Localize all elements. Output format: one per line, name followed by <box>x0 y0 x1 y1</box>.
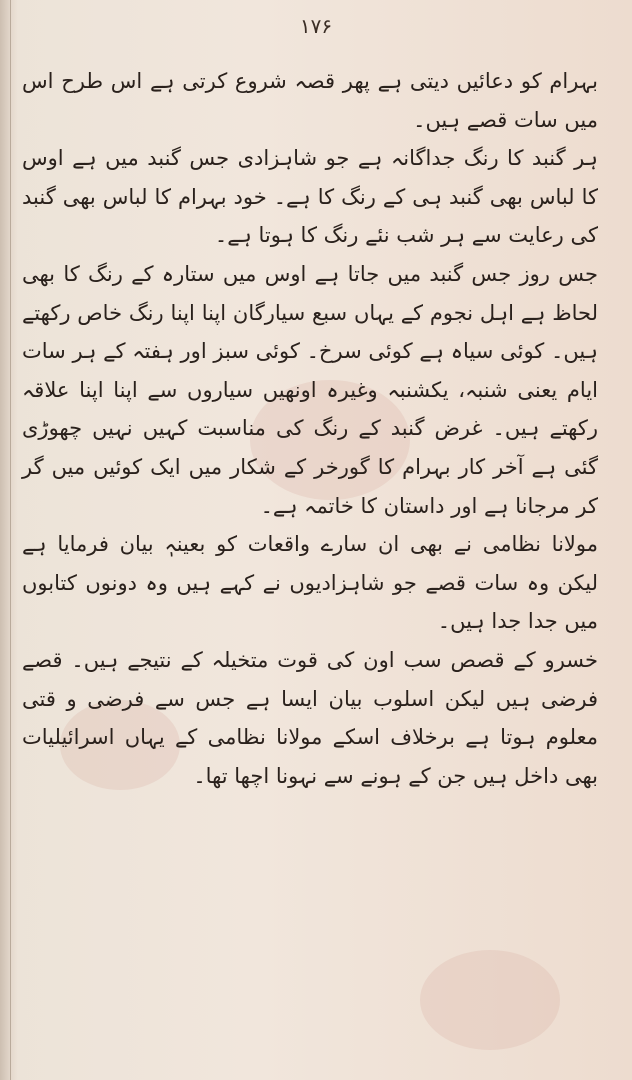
paragraph-2: ہر گنبد کا رنگ جداگانہ ہے جو شاہزادی جس گنبد میں ہے اوس کا لباس بھی گنبد ہی کے رنگ کا ہے۔ خود بہرام کا لباس بھی گنبد کی رعایت سے ہر شب نئے رنگ کا ہوتا ہے۔ <box>22 146 598 248</box>
page-number: ۱۷۶ <box>299 14 333 38</box>
page-spine <box>0 0 18 1080</box>
urdu-text-body <box>22 62 602 1062</box>
paragraph-5: خسرو کے قصص سب اون کی قوت متخیلہ کے نتیجے ہیں۔ قصے فرضی ہیں لیکن اسلوب بیان ایسا ہے جس سے فرضی و قتی معلوم ہوتا ہے برخلاف اسکے مولانا نظامی کے یہاں اسرائیلیات بھی داخل ہیں جن کے ہونے سے نہونا اچھا تھا۔ <box>22 647 598 788</box>
paragraph-4: مولانا نظامی نے بھی ان سارے واقعات کو بعینہٖ بیان فرمایا ہے لیکن وہ سات قصے جو شاہزادیوں نے کہے ہیں وہ دونوں کتابوں میں جدا جدا ہیں۔ <box>22 532 598 634</box>
spine-fold-line <box>10 0 11 1080</box>
paragraph-1: بہرام کو دعائیں دیتی ہے پھر قصہ شروع کرتی ہے اس طرح اس میں سات قصے ہیں۔ <box>22 69 598 132</box>
paragraph-3: جس روز جس گنبد میں جاتا ہے اوس میں ستارہ کے رنگ کا بھی لحاظ ہے اہل نجوم کے یہاں سبع سیارگان اپنا اپنا رنگ خاص رکھتے ہیں۔ کوئی سیاہ ہے کوئی سرخ۔ کوئی سبز اور ہفتہ کے ہر سات ایام یعنی شنبہ، یکشنبہ وغیرہ اونھیں سیاروں سے اپنا اپنا علاقہ رکھتے ہیں۔ غرض گنبد کے رنگ کی مناسبت کہیں نہیں چھوڑی گئی ہے آخر کار بہرام کا گورخر کے شکار میں ایک کوئیں میں گر کر مرجانا ہے اور داستان کا خاتمہ ہے۔ <box>22 261 598 518</box>
